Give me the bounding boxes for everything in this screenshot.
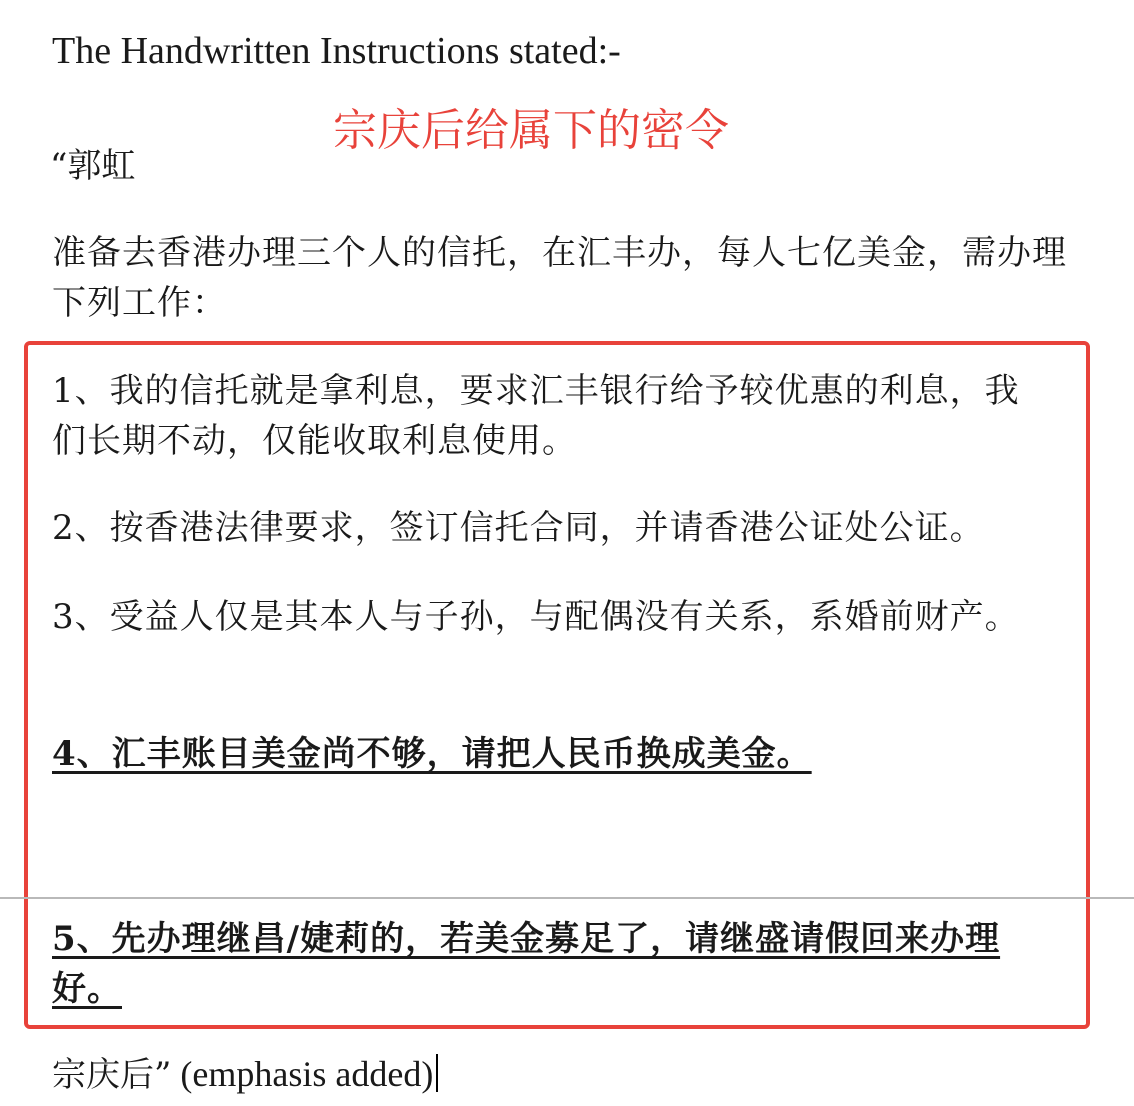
instruction-item-4: 4、汇丰账目美金尚不够，请把人民币换成美金。 xyxy=(52,734,812,774)
text-cursor xyxy=(436,1054,438,1092)
signature-line[interactable] xyxy=(52,1050,438,1099)
instruction-item-1: 1、我的信托就是拿利息，要求汇丰银行给予较优惠的利息，我们长期不动，仅能收取利息使用。 xyxy=(52,371,1020,461)
intro-paragraph: 准备去香港办理三个人的信托，在汇丰办，每人七亿美金，需办理下列工作： xyxy=(52,233,1067,323)
emphasis-note: (emphasis added) xyxy=(171,1054,434,1094)
instruction-item-5: 5、先办理继昌/婕莉的，若美金募足了，请继盛请假回来办理好。 xyxy=(52,919,1001,1009)
document-heading: The Handwritten Instructions stated:- xyxy=(52,30,621,72)
instruction-item-3: 3、受益人仅是其本人与子孙，与配偶没有关系，系婚前财产。 xyxy=(52,597,1020,637)
instruction-item-2: 2、按香港法律要求，签订信托合同，并请香港公证处公证。 xyxy=(52,508,985,548)
signature: 宗庆后” xyxy=(52,1055,172,1095)
red-caption: 宗庆后给属下的密令 xyxy=(333,105,729,156)
salutation: “郭虹 xyxy=(50,146,136,186)
page-break-divider xyxy=(0,897,1134,899)
